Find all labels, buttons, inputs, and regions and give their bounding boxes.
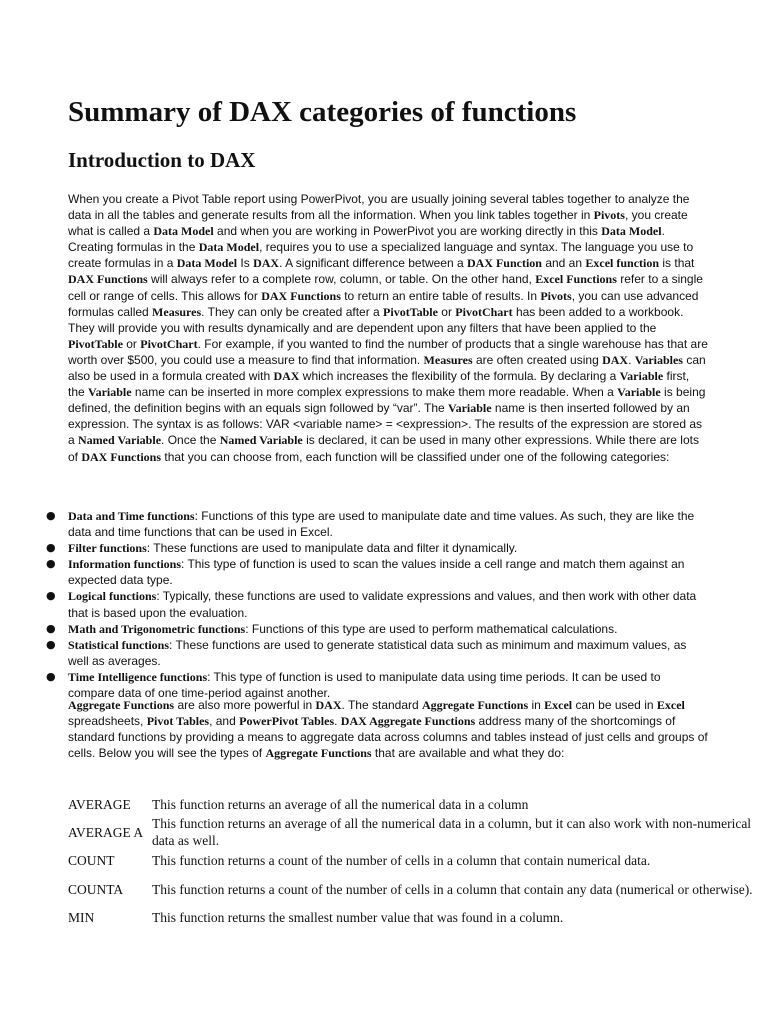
bold-term: PivotTable: [68, 336, 123, 351]
bullet-icon: ●: [46, 669, 56, 683]
bullet-icon: ●: [46, 621, 56, 635]
function-description: This function returns an average of all the numerical data in a column: [152, 797, 529, 812]
text-run: are also more powerful in: [174, 698, 316, 712]
text-run: spreadsheets,: [68, 714, 147, 729]
bullet-icon: ●: [46, 557, 56, 571]
text-run: .: [334, 714, 341, 729]
list-item: [46, 588, 708, 620]
bold-term: PowerPivot Tables: [239, 714, 335, 729]
bold-term: Aggregate Functions: [422, 698, 529, 712]
bold-term: Variables: [634, 352, 683, 367]
function-description: This function returns the smallest number value that was found in a column.: [152, 909, 564, 925]
category-description: : These functions are used to manipulate data and filter it dynamically.: [146, 541, 518, 556]
bullet-icon: ●: [46, 541, 56, 555]
text-run: , you create what is called a: [68, 208, 688, 239]
category-description: : This type of function is used to manipulate data using time periods. It can be used to compare data of one time-period against another.: [68, 669, 661, 701]
bold-term: DAX: [253, 256, 280, 271]
bold-term: DAX Functions: [261, 288, 341, 303]
function-description: This function returns an average of all the numerical data in a column, but it can also work with non-numerical data as well.: [152, 816, 752, 848]
bold-term: Data Model: [153, 224, 214, 239]
text-run: . For example, if you wanted to find the number of products that a single warehouse has that are worth over $500, you could use a measure to find that information.: [68, 336, 708, 367]
category-term: Data and Time functions: [68, 509, 195, 523]
aggregate-functions-table: [68, 795, 768, 927]
bold-term: Pivots: [540, 288, 572, 303]
text-run: . A significant difference between a: [279, 256, 467, 271]
text-run: can also be used in a formula created with: [68, 352, 706, 384]
bold-term: DAX Functions: [68, 272, 148, 287]
function-categories-list: [46, 508, 708, 701]
bold-term: DAX Function: [466, 256, 542, 271]
text-run: that are available and what they do:: [371, 746, 565, 761]
table-row: [68, 907, 768, 927]
bold-term: DAX Aggregate Functions: [340, 714, 476, 729]
table-row: [68, 814, 768, 850]
text-run: first, the: [68, 369, 690, 400]
function-name: COUNTA: [68, 881, 124, 897]
bold-term: Data Model: [176, 256, 238, 271]
bold-term: DAX Functions: [81, 449, 162, 464]
category-description: : These functions are used to generate statistical data such as minimum and maximum values, as well as averages.: [68, 637, 687, 668]
text-run: , you can use advanced formulas called: [68, 288, 699, 319]
category-term: Filter functions: [68, 541, 147, 556]
bold-term: Variable: [619, 369, 664, 384]
text-run: . They can only be created after a: [201, 304, 384, 319]
list-item: [46, 637, 708, 669]
text-run: that you can choose from, each function will be classified under one of the following categories:: [161, 449, 670, 464]
list-item: [46, 556, 708, 588]
text-run: or: [122, 336, 141, 351]
bold-term: Aggregate Functions: [265, 746, 372, 761]
table-row: [68, 871, 768, 907]
text-run: is being defined, the definition begins with an equals sign followed by “var”. The: [68, 385, 706, 416]
section-heading: Introduction to DAX: [68, 148, 256, 172]
category-description: : Typically, these functions are used to validate expressions and values, and then work with other data that is based upon the evaluation.: [68, 589, 697, 620]
category-term: Math and Trigonometric functions: [68, 621, 246, 636]
category-term: Time Intelligence functions: [68, 669, 208, 684]
list-item: [46, 621, 708, 637]
bold-term: PivotChart: [140, 336, 198, 351]
text-run: . Creating formulas in the: [68, 224, 665, 255]
text-run: name can be inserted in more complex expressions to make them more readable. When a: [131, 385, 618, 400]
table-row: [68, 850, 768, 871]
text-run: or: [437, 304, 456, 319]
bold-term: Excel Functions: [535, 272, 617, 287]
text-run: to return an entire table of results. In: [340, 288, 541, 303]
text-run: in: [528, 698, 545, 712]
bold-term: PivotTable: [383, 304, 438, 319]
bold-term: DAX: [273, 369, 300, 384]
text-run: which increases the flexibility of the formula. By declaring a: [299, 369, 620, 384]
bold-term: Measures: [152, 304, 202, 319]
text-run: has been added to a workbook. They will provide you with results dynamically and are dependent upon any filters that have been applied to the: [68, 304, 684, 335]
bold-term: Pivot Tables: [146, 714, 210, 729]
category-description: : Functions of this type are used to perform mathematical calculations.: [245, 621, 618, 636]
text-run: and an: [541, 256, 586, 271]
text-run: will always refer to a complete row, column, or table. On the other hand,: [147, 272, 536, 287]
bullet-icon: ●: [46, 637, 56, 651]
document-title: Summary of DAX categories of functions: [68, 96, 577, 128]
function-description: This function returns a count of the number of cells in a column that contain numerical data.: [152, 853, 651, 868]
bold-term: Variable: [617, 385, 661, 400]
text-run: and when you are working in PowerPivot you are working directly in this: [213, 224, 602, 239]
bullet-icon: ●: [46, 509, 56, 522]
text-run: is that: [659, 256, 695, 271]
bold-term: Named Variable: [78, 433, 162, 448]
category-term: Logical functions: [68, 589, 157, 604]
function-name: COUNT: [68, 853, 115, 868]
bold-term: Named Variable: [219, 433, 303, 448]
intro-paragraph: [68, 191, 708, 465]
bold-term: Variable: [88, 385, 132, 400]
category-term: Statistical functions: [68, 637, 170, 652]
function-description: This function returns a count of the number of cells in a column that contain any data (numerical or otherwise).: [152, 881, 753, 897]
bullet-icon: ●: [46, 589, 56, 603]
bold-term: Variable: [448, 401, 492, 416]
function-name: MIN: [68, 909, 95, 925]
bold-term: DAX: [315, 698, 342, 712]
bold-term: DAX: [602, 352, 629, 367]
bold-term: PivotChart: [455, 304, 513, 319]
text-run: are often created using: [472, 352, 603, 367]
bold-term: Data Model: [601, 224, 662, 239]
bold-term: Excel: [656, 698, 685, 712]
text-run: . The standard: [341, 698, 423, 712]
list-item: [46, 540, 708, 556]
aggregate-paragraph: [68, 697, 708, 761]
text-run: address many of the shortcomings of standard functions by providing a means to aggregate data across columns and tables instead of just cells and groups of cells. Below you will see the types of: [68, 714, 708, 761]
function-name: AVERAGE A: [68, 824, 144, 840]
text-run: is declared, it can be used in many other expressions. While there are lots of: [68, 433, 699, 464]
text-run: , and: [209, 714, 240, 729]
bold-term: Aggregate Functions: [68, 698, 175, 712]
category-term: Information functions: [68, 557, 182, 572]
text-run: refer to a single cell or range of cells. This allows for: [68, 272, 703, 303]
text-run: , requires you to use a specialized language and syntax. The language you use to create formulas in a: [68, 240, 694, 271]
text-run: can be used in: [572, 698, 657, 712]
category-description: : Functions of this type are used to manipulate date and time values. As such, they are like the data and time functions that can be used in Excel.: [68, 509, 695, 540]
text-run: name is then inserted followed by an expression. The syntax is as follows: VAR <variable name> = <expression>. The results of the expression are stored as a: [68, 401, 702, 448]
list-item: [46, 508, 708, 540]
text-run: Is: [237, 256, 254, 271]
bold-term: Excel function: [585, 256, 660, 271]
text-run: .: [628, 352, 635, 367]
bold-term: Measures: [423, 352, 473, 367]
table-row: [68, 795, 768, 814]
category-description: : This type of function is used to scan the values inside a cell range and match them against an expected data type.: [68, 557, 685, 588]
text-run: . Once the: [161, 433, 220, 448]
text-run: When you create a Pivot Table report using PowerPivot, you are usually joining several tables together to analyze the data in all the tables and generate results from all the information. When you link tables together in: [68, 192, 690, 223]
bold-term: Pivots: [593, 208, 625, 223]
function-name: AVERAGE: [68, 797, 131, 812]
bold-term: Excel: [544, 698, 573, 712]
bold-term: Data Model: [198, 240, 260, 255]
